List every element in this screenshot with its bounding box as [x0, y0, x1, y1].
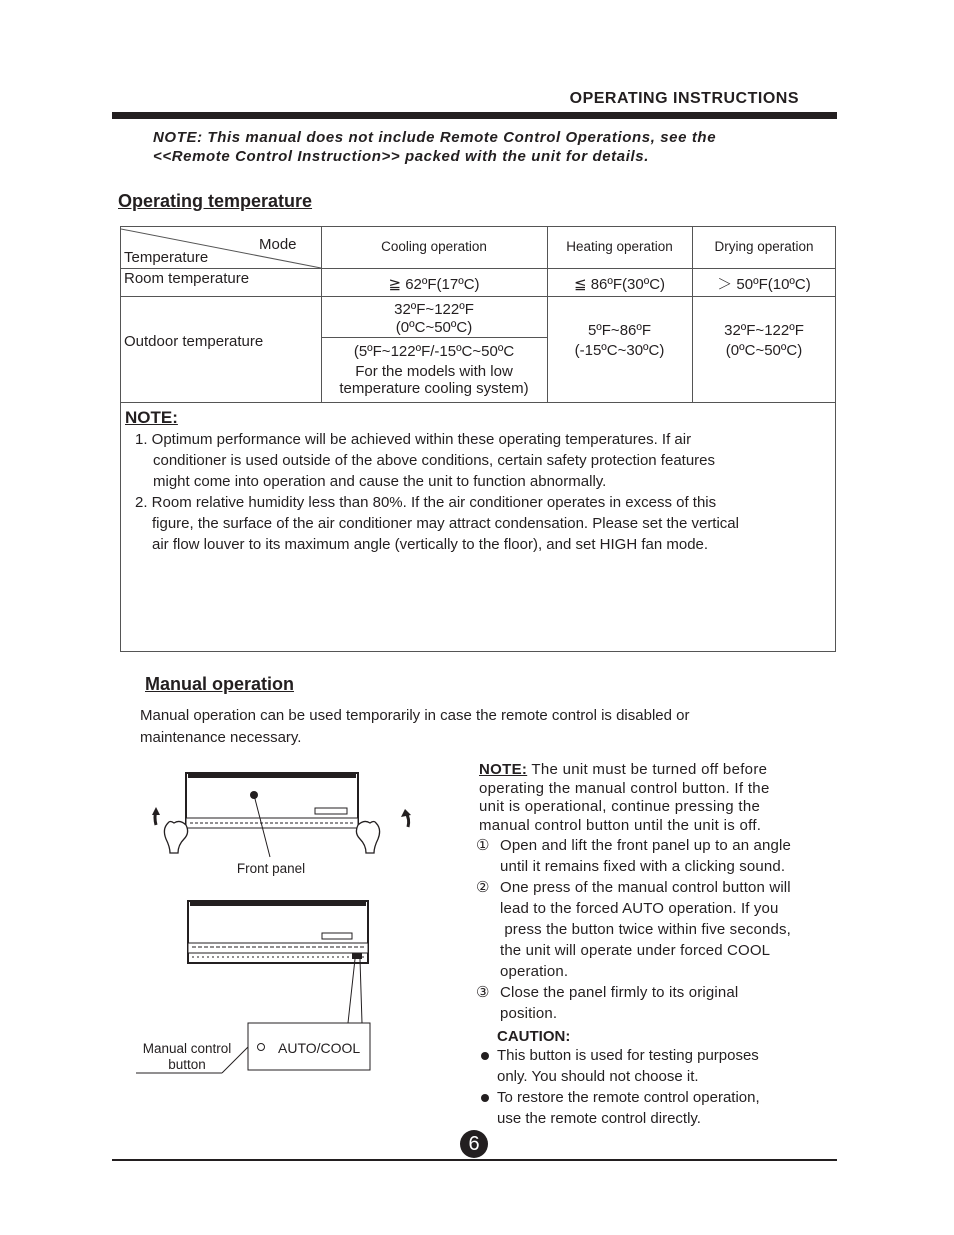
- caution-1-line1: This button is used for testing purposes: [497, 1047, 759, 1064]
- header-drying: Drying operation: [714, 239, 814, 254]
- step-1: [476, 835, 838, 877]
- outdoor-cooling-range: [321, 301, 547, 337]
- temperature-table: [120, 226, 836, 403]
- manual-note-line2: operating the manual control button. If the: [479, 779, 770, 797]
- step-3-line2: position.: [500, 1005, 558, 1022]
- caution-item-2: [479, 1087, 760, 1129]
- note-item2-line1: 2. Room relative humidity less than 80%. If the air conditioner operates in excess of this: [135, 494, 717, 511]
- caution-2-line2: use the remote control directly.: [497, 1110, 701, 1127]
- manual-operation-title: Manual operation: [145, 674, 295, 694]
- outdoor-drying-c: (0ºC~50ºC): [725, 342, 803, 359]
- step-2-number: ②: [476, 879, 490, 896]
- step-3: [476, 982, 838, 1024]
- note-item1-line3: might come into operation and cause the unit to function abnormally.: [153, 473, 607, 490]
- step-2-line1: One press of the manual control button will: [500, 879, 791, 896]
- header-cooling: Cooling operation: [381, 239, 487, 254]
- manual-operation-illustration: [130, 765, 430, 1080]
- outdoor-cooling-c: (0ºC~50ºC): [395, 319, 473, 336]
- step-3-number: ③: [476, 984, 490, 1001]
- temperature-note-label: NOTE:: [125, 408, 178, 427]
- section-header-title: OPERATING INSTRUCTIONS: [569, 90, 799, 107]
- page-number: 6: [460, 1130, 488, 1158]
- step-2-line3: press the button twice within five seconds,: [500, 921, 791, 938]
- manual-operation-instructions: [479, 761, 839, 835]
- caution-label: CAUTION:: [497, 1028, 571, 1045]
- bullet-icon: [481, 1052, 489, 1060]
- top-note-line2: <<Remote Control Instruction>> packed with the unit for details.: [153, 148, 649, 165]
- header-heating: Heating operation: [566, 239, 673, 254]
- note-item2-line3: air flow louver to its maximum angle (vertically to the floor), and set HIGH fan mode.: [152, 536, 709, 553]
- caution-1-line2: only. You should not choose it.: [497, 1068, 699, 1085]
- room-cooling-value: ≧ 62ºF(17ºC): [388, 276, 480, 293]
- outdoor-heating-range: [547, 322, 692, 360]
- caution-item-1: [479, 1045, 760, 1087]
- step-2-line4: the unit will operate under forced COOL: [500, 942, 771, 959]
- corner-temperature-label: Temperature: [124, 249, 209, 266]
- caution-2-line1: To restore the remote control operation,: [497, 1089, 760, 1106]
- manual-note-line1: [479, 761, 839, 780]
- step-2: [476, 877, 838, 982]
- corner-mode-label: Mode: [259, 236, 297, 253]
- manual-note-text1: The unit must be turned off before: [527, 761, 768, 778]
- bullet-icon: [481, 1094, 489, 1102]
- table-divider: [321, 337, 547, 338]
- outdoor-cooling-f: 32ºF~122ºF: [394, 301, 474, 318]
- outdoor-cooling-low-temp: [321, 343, 547, 397]
- note-item1-line2: conditioner is used outside of the above conditions, certain safety protection features: [153, 452, 716, 469]
- manual-note-line3: unit is operational, continue pressing the: [479, 798, 761, 815]
- front-panel-label: Front panel: [236, 861, 306, 876]
- step-1-line2: until it remains fixed with a clicking sound.: [500, 858, 786, 875]
- outdoor-drying-f: 32ºF~122ºF: [724, 322, 804, 339]
- outdoor-cooling-low-range: (5ºF~122ºF/-15ºC~50ºC: [353, 343, 515, 360]
- step-1-line1: Open and lift the front panel up to an angle: [500, 837, 791, 854]
- note-item1-line1: 1. Optimum performance will be achieved within these operating temperatures. If air: [135, 431, 692, 448]
- step-2-line2: lead to the forced AUTO operation. If you: [500, 900, 779, 917]
- room-drying-value: ＞ 50ºF(10ºC): [717, 276, 811, 293]
- step-2-line5: operation.: [500, 963, 569, 980]
- step-1-number: ①: [476, 837, 490, 854]
- outdoor-drying-range: [692, 322, 836, 360]
- manual-intro-line2: maintenance necessary.: [140, 728, 302, 746]
- step-3-line1: Close the panel firmly to its original: [500, 984, 739, 1001]
- manual-control-label-line2: button: [168, 1057, 206, 1072]
- outdoor-cooling-low-note1: For the models with low: [355, 363, 513, 380]
- auto-cool-label: AUTO/COOL: [278, 1040, 361, 1056]
- manual-note-line4: manual control button until the unit is off.: [479, 816, 762, 834]
- room-temperature-label: Room temperature: [124, 270, 250, 287]
- manual-operation-intro: [140, 705, 689, 748]
- top-note-line1: NOTE: This manual does not include Remote Control Operations, see the: [153, 129, 717, 146]
- outdoor-temperature-label: Outdoor temperature: [124, 333, 264, 350]
- caution-list: [479, 1045, 760, 1129]
- outdoor-heating-f: 5ºF~86ºF: [587, 322, 652, 339]
- operating-temperature-title: Operating temperature: [118, 191, 313, 211]
- header-rule: [112, 112, 837, 119]
- outdoor-cooling-low-note2: temperature cooling system): [339, 380, 529, 397]
- manual-control-label-line1: Manual control: [142, 1041, 232, 1056]
- top-note: [153, 128, 716, 166]
- outdoor-heating-c: (-15ºC~30ºC): [574, 342, 665, 359]
- manual-note-label: NOTE:: [479, 761, 528, 778]
- manual-steps: [476, 835, 838, 1024]
- manual-intro-line1: Manual operation can be used temporarily in case the remote control is disabled or: [140, 707, 690, 724]
- manual-control-button-label: [132, 1041, 242, 1073]
- indoor-unit-open-illustration: [152, 773, 411, 857]
- footer-rule: [112, 1159, 837, 1161]
- note-item2-line2: figure, the surface of the air conditioner may attract condensation. Please set the vertical: [152, 515, 739, 532]
- room-heating-value: ≦ 86ºF(30ºC): [573, 276, 666, 293]
- table-divider: [121, 296, 836, 297]
- temperature-note-list: [135, 429, 739, 555]
